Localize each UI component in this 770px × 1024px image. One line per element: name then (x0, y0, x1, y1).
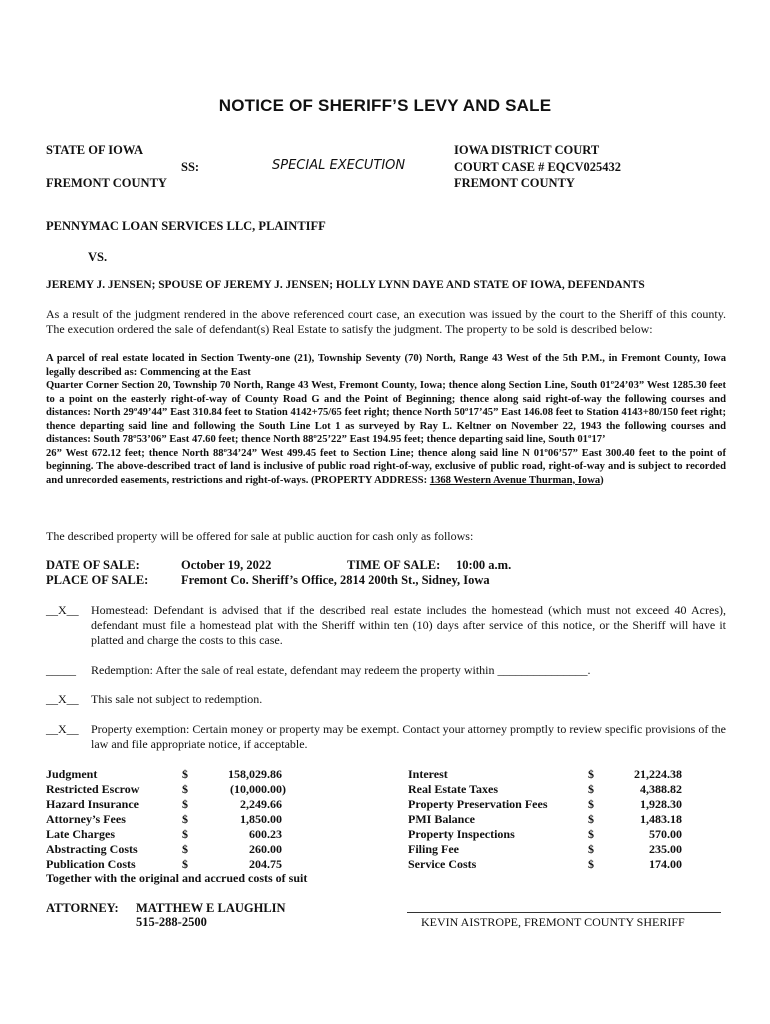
special-execution: SPECIAL EXECUTION (272, 158, 406, 173)
sheriff-name: KEVIN AISTROPE, FREMONT COUNTY SHERIFF (421, 915, 685, 929)
cost-row (46, 827, 296, 842)
place-of-sale-value: Fremont Co. Sheriff’s Office, 2814 200th St., Sidney, Iowa (181, 573, 490, 587)
attorney-label: ATTORNEY: (46, 901, 119, 915)
cost-label: Filing Fee (408, 842, 459, 856)
cost-currency: $ (588, 827, 594, 841)
cost-row (408, 842, 684, 857)
cost-row (46, 767, 296, 782)
cost-currency: $ (588, 857, 594, 871)
time-of-sale-label: TIME OF SALE: (347, 558, 441, 572)
cost-row (408, 827, 684, 842)
no-redemption-mark: __X__ (46, 692, 79, 706)
cost-amount: 570.00 (649, 827, 682, 841)
cost-amount: (10,000.00) (230, 782, 286, 796)
cost-label: PMI Balance (408, 812, 475, 826)
cost-currency: $ (182, 812, 188, 826)
cost-label: Attorney’s Fees (46, 812, 126, 826)
cost-label: Interest (408, 767, 448, 781)
no-redemption-text: This sale not subject to redemption. (91, 692, 263, 706)
legal-description (46, 352, 726, 487)
property-address: 1368 Western Avenue Thurman, Iowa (429, 474, 601, 486)
place-of-sale-label: PLACE OF SALE: (46, 573, 149, 587)
legal-part-3-text: 26” West 672.12 feet; thence North 88º34’24” West 499.45 feet to Section Line; thence along said line N 01º06’57” East 300.40 feet to the point of beginning. The above-described tract of land is inclusive of public road right-of-way, exclusive of public road, right-of-way and is subject to recorded and unrecorded easements, restrictions and right-of-ways. (PROPERTY ADDRESS: (46, 447, 726, 486)
cost-amount: 2,249.66 (240, 797, 282, 811)
cost-label: Service Costs (408, 857, 477, 871)
cost-label: Restricted Escrow (46, 782, 140, 796)
costs-right-table (408, 767, 684, 872)
cost-amount: 1,483.18 (640, 812, 682, 826)
plaintiff: PENNYMAC LOAN SERVICES LLC, PLAINTIFF (46, 219, 326, 233)
cost-amount: 174.00 (649, 857, 682, 871)
cost-label: Property Preservation Fees (408, 797, 548, 811)
together-costs: Together with the original and accrued costs of suit (46, 871, 308, 885)
cost-amount: 260.00 (249, 842, 282, 856)
cost-amount: 4,388.82 (640, 782, 682, 796)
legal-part-2: Quarter Corner Section 20, Township 70 North, Range 43 West, Fremont County, Iowa; thence along Section Line, South 01º24’03” West 1285.30 feet to a point on the easterly right-of-way of County Road G and the Point of Beginning; thence along said right-of-way the following courses and distances: North 29º49’44” East 310.84 feet to Station 4142+75/65 feet right; thence North 50º17’45” East 146.08 feet to Station 4143+80/150 feet right; thence departing said line and following the South Line Lot 1 as surveyed by Ray L. Keltner on November 22, 1943 the following courses and distances: South 78º53’06” East 47.60 feet; thence North 88º25’22” East 194.95 feet; thence departing said line, South 01º17’ (46, 380, 726, 445)
cost-currency: $ (588, 782, 594, 796)
redemption-text: Redemption: After the sale of real estate, defendant may redeem the property within _______________. (91, 663, 591, 677)
cost-amount: 1,928.30 (640, 797, 682, 811)
court-name: IOWA DISTRICT COURT (454, 143, 600, 157)
cost-amount: 204.75 (249, 857, 282, 871)
cost-label: Judgment (46, 767, 98, 781)
legal-close: ) (600, 474, 604, 486)
court-case-number: COURT CASE # EQCV025432 (454, 160, 622, 174)
cost-label: Late Charges (46, 827, 115, 841)
cost-currency: $ (182, 857, 188, 871)
cost-row (46, 797, 296, 812)
ss-label: SS: (181, 160, 200, 174)
date-of-sale-value: October 19, 2022 (181, 558, 272, 572)
cost-label: Real Estate Taxes (408, 782, 498, 796)
cost-row (46, 812, 296, 827)
intro-paragraph: As a result of the judgment rendered in the above referenced court case, an execution was issued by the court to the Sheriff of this county. The execution ordered the sale of defendant(s) Real Estate to satisfy the judgment. The property to be sold is described below: (46, 307, 726, 336)
cost-row (408, 767, 684, 782)
cost-amount: 21,224.38 (634, 767, 682, 781)
cost-row (46, 857, 296, 872)
county-left: FREMONT COUNTY (46, 176, 167, 190)
time-of-sale-value: 10:00 a.m. (456, 558, 512, 572)
cost-currency: $ (182, 842, 188, 856)
date-of-sale-label: DATE OF SALE: (46, 558, 140, 572)
cost-currency: $ (182, 767, 188, 781)
offer-statement: The described property will be offered for sale at public auction for cash only as follows: (46, 529, 474, 543)
cost-label: Abstracting Costs (46, 842, 138, 856)
cost-row (46, 842, 296, 857)
versus: VS. (88, 250, 108, 264)
cost-label: Hazard Insurance (46, 797, 139, 811)
homestead-mark: __X__ (46, 603, 79, 617)
county-right: FREMONT COUNTY (454, 176, 575, 190)
cost-currency: $ (588, 767, 594, 781)
cost-label: Property Inspections (408, 827, 515, 841)
cost-currency: $ (182, 827, 188, 841)
cost-row (46, 782, 296, 797)
exemption-mark: __X__ (46, 722, 79, 736)
cost-currency: $ (588, 842, 594, 856)
defendants: JEREMY J. JENSEN; SPOUSE OF JEREMY J. JENSEN; HOLLY LYNN DAYE AND STATE OF IOWA, DEFENDANTS (46, 279, 645, 291)
cost-row (408, 782, 684, 797)
signature-line (407, 912, 721, 913)
cost-amount: 158,029.86 (228, 767, 282, 781)
cost-row (408, 797, 684, 812)
legal-part-3 (46, 447, 726, 488)
cost-currency: $ (588, 812, 594, 826)
cost-amount: 235.00 (649, 842, 682, 856)
cost-row (408, 857, 684, 872)
cost-amount: 600.23 (249, 827, 282, 841)
cost-label: Publication Costs (46, 857, 136, 871)
cost-amount: 1,850.00 (240, 812, 282, 826)
page-title: NOTICE OF SHERIFF’S LEVY AND SALE (218, 96, 552, 115)
costs-left-table (46, 767, 296, 872)
cost-currency: $ (588, 797, 594, 811)
cost-row (408, 812, 684, 827)
redemption-mark: _____ (46, 663, 76, 677)
cost-currency: $ (182, 797, 188, 811)
attorney-name: MATTHEW E LAUGHLIN (136, 901, 286, 915)
exemption-text: Property exemption: Certain money or property may be exempt. Contact your attorney promptly to review specific provisions of the law and file appropriate notice, if acceptable. (91, 722, 726, 751)
homestead-text: Homestead: Defendant is advised that if the described real estate includes the homestead (which must not exceed 40 Acres), defendant must file a homestead plat with the Sheriff within ten (10) days after service of this notice, or the Sheriff will have it platted and charge the costs to this case. (91, 603, 726, 647)
attorney-phone: 515-288-2500 (136, 915, 207, 929)
cost-currency: $ (182, 782, 188, 796)
legal-part-1: A parcel of real estate located in Section Twenty-one (21), Township Seventy (70) North, Range 43 West of the 5th P.M., in Fremont County, Iowa legally described as: Commencing at the East (46, 353, 726, 378)
state-label: STATE OF IOWA (46, 143, 144, 157)
